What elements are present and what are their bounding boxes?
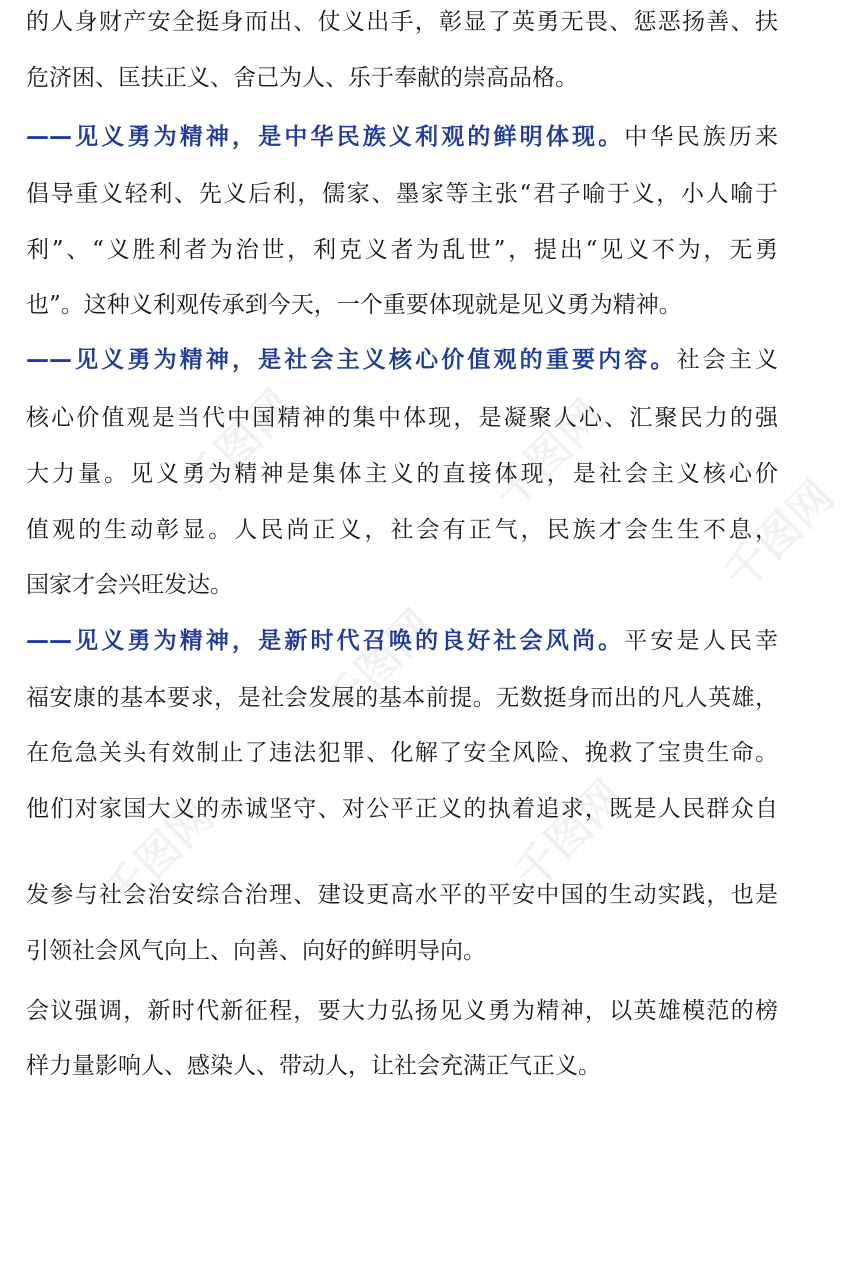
- body-text: 在危急关头有效制止了违法犯罪、化解了安全风险、挽救了宝贵生命。: [26, 740, 778, 766]
- section-heading: ——见义勇为精神，是中华民族义利观的鲜明体现。: [26, 124, 625, 150]
- watermark: 千图网: [174, 380, 304, 510]
- body-text: 发参与社会治安综合治理、建设更高水平的平安中国的生动实践，也是: [26, 882, 778, 908]
- body-line: [26, 235, 778, 265]
- body-line: [26, 403, 778, 433]
- body-line: [26, 794, 778, 824]
- body-line: [26, 179, 778, 209]
- body-line: [26, 122, 778, 152]
- body-text: 会议强调，新时代新征程，要大力弘扬见义勇为精神，以英雄模范的榜: [26, 998, 778, 1024]
- body-line: [26, 996, 778, 1026]
- body-text: 核心价值观是当代中国精神的集中体现，是凝聚人心、汇聚民力的强: [26, 405, 778, 431]
- body-line: [26, 63, 778, 93]
- watermark: 千图网: [94, 790, 224, 920]
- body-line: [26, 626, 778, 656]
- body-line: [26, 345, 778, 375]
- section-heading: ——见义勇为精神，是社会主义核心价值观的重要内容。: [26, 347, 677, 373]
- body-text: 利”、“义胜利者为治世，利克义者为乱世”，提出“见义不为，无勇: [26, 237, 778, 263]
- body-line: [26, 738, 778, 768]
- body-text: 福安康的基本要求，是社会发展的基本前提。无数挺身而出的凡人英雄，: [26, 685, 778, 711]
- body-line: [26, 459, 778, 489]
- body-text: 社会主义: [676, 347, 779, 373]
- body-line: [26, 936, 778, 966]
- body-text: 的人身财产安全挺身而出、仗义出手，彰显了英勇无畏、惩恶扬善、扶: [26, 9, 778, 35]
- body-line: [26, 7, 778, 37]
- body-line: [26, 290, 778, 320]
- body-text: 大力量。见义勇为精神是集体主义的直接体现，是社会主义核心价: [26, 461, 778, 487]
- body-text: 样力量影响人、感染人、带动人，让社会充满正气正义。: [26, 1053, 601, 1079]
- body-text: 国家才会兴旺发达。: [26, 572, 233, 598]
- body-text: 也”。这种义利观传承到今天，一个重要体现就是见义勇为精神。: [26, 292, 682, 318]
- watermark: 千图网: [314, 600, 444, 730]
- body-line: [26, 880, 778, 910]
- body-text: 引领社会风气向上、向善、向好的鲜明导向。: [26, 938, 486, 964]
- body-text: 中华民族历来: [624, 124, 779, 150]
- body-line: [26, 515, 778, 545]
- watermark: 千图网: [504, 770, 634, 900]
- body-text: 倡导重义轻利、先义后利，儒家、墨家等主张“君子喻于义，小人喻于: [26, 181, 778, 207]
- body-text: 值观的生动彰显。人民尚正义，社会有正气，民族才会生生不息，: [26, 517, 778, 543]
- watermark: 千图网: [484, 390, 614, 520]
- watermark: 千图网: [714, 470, 844, 600]
- body-text: 他们对家国大义的赤诚坚守、对公平正义的执着追求，既是人民群众自: [26, 796, 778, 822]
- body-line: [26, 683, 778, 713]
- body-text: 危济困、匡扶正义、舍己为人、乐于奉献的崇高品格。: [26, 65, 578, 91]
- body-text: 平安是人民幸: [624, 628, 779, 654]
- body-line: [26, 1051, 778, 1081]
- section-heading: ——见义勇为精神，是新时代召唤的良好社会风尚。: [26, 628, 625, 654]
- body-line: [26, 570, 778, 600]
